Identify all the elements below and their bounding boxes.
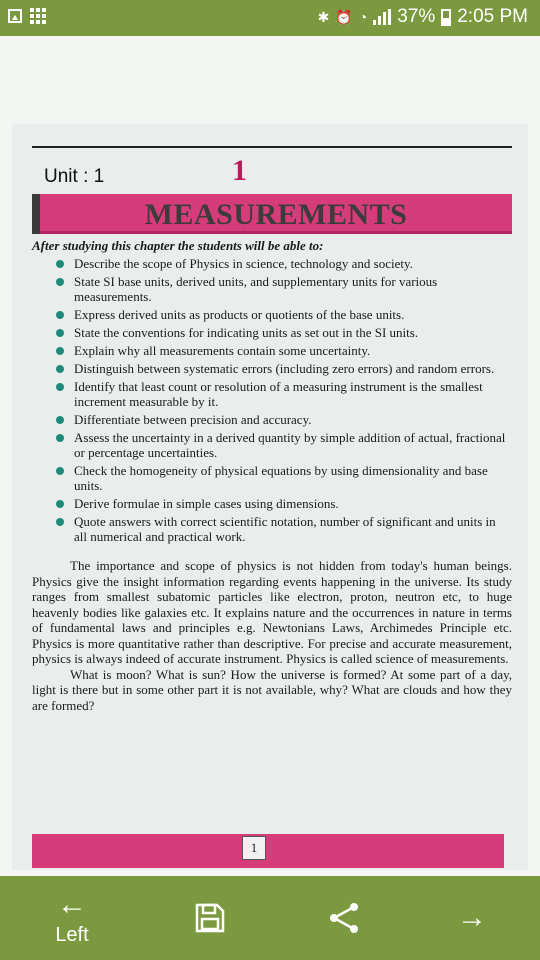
image-icon bbox=[8, 9, 22, 23]
bullet-icon bbox=[56, 260, 64, 268]
bullet-icon bbox=[56, 278, 64, 286]
save-icon bbox=[193, 901, 227, 935]
share-button[interactable] bbox=[316, 876, 372, 960]
left-arrow-icon: ← bbox=[57, 887, 87, 921]
chapter-title: MEASUREMENTS bbox=[144, 198, 408, 231]
list-item: Explain why all measurements contain some uncertainty. bbox=[54, 343, 512, 358]
save-button[interactable] bbox=[180, 876, 240, 960]
objectives-list bbox=[32, 256, 512, 544]
document-viewer[interactable] bbox=[0, 36, 540, 876]
paragraph: The importance and scope of physics is not hidden from today's human beings. Physics give the insight information regarding events happening in the universe. Its study ranges from smallest subatomic particles like electron, proton, neutron etc, to huge heavenly bodies like galaxies etc. It explains nature and the occurrences in nature in terms of fundamental laws and principles e.g. Newtonians Laws, Archimedes Principle etc. Physics is more quantitative rather than descriptive. For precise and accurate measurement, physics is always indeed of accurate instrument. Physics is called science of measurements. bbox=[32, 558, 512, 666]
signal-icon bbox=[373, 9, 391, 25]
bullet-icon bbox=[56, 434, 64, 442]
wifi-icon: ◔ bbox=[358, 9, 368, 25]
bullet-icon bbox=[56, 329, 64, 337]
paragraph: What is moon? What is sun? How the universe is formed? At some part of a day, light is there but in some other part it is not available, why? What are clouds and how they are formed? bbox=[32, 666, 512, 713]
share-icon bbox=[327, 901, 361, 935]
grid-icon bbox=[30, 8, 46, 24]
list-item: Check the homogeneity of physical equations by using dimensionality and base units. bbox=[54, 463, 512, 493]
chapter-number: 1 bbox=[232, 154, 247, 187]
list-item: Differentiate between precision and accuracy. bbox=[54, 412, 512, 427]
page-footer-bar bbox=[32, 834, 504, 868]
left-button[interactable] bbox=[30, 876, 114, 960]
battery-icon bbox=[441, 9, 451, 26]
status-bar bbox=[0, 0, 540, 36]
right-button[interactable] bbox=[440, 876, 504, 960]
list-item: Identify that least count or resolution of a measuring instrument is the smallest increment measurable by it. bbox=[54, 379, 512, 409]
clock: 2:05 PM bbox=[457, 6, 528, 27]
right-arrow-icon: → bbox=[457, 901, 487, 934]
list-item: Derive formulae in simple cases using dimensions. bbox=[54, 496, 512, 511]
bullet-icon bbox=[56, 500, 64, 508]
list-item: State the conventions for indicating units as set out in the SI units. bbox=[54, 325, 512, 340]
left-label: Left bbox=[55, 923, 89, 946]
list-item: Express derived units as products or quotients of the base units. bbox=[54, 307, 512, 322]
bullet-icon bbox=[56, 383, 64, 391]
list-item: State SI base units, derived units, and supplementary units for various measurements. bbox=[54, 274, 512, 304]
unit-label: Unit : 1 bbox=[44, 166, 105, 187]
chapter-banner bbox=[32, 194, 512, 234]
bluetooth-icon: ✱ bbox=[317, 8, 330, 25]
list-item: Distinguish between systematic errors (including zero errors) and random errors. bbox=[54, 361, 512, 376]
bullet-icon bbox=[56, 416, 64, 424]
bullet-icon bbox=[56, 365, 64, 373]
bullet-icon bbox=[56, 518, 64, 526]
bullet-icon bbox=[56, 311, 64, 319]
bullet-icon bbox=[56, 347, 64, 355]
bullet-icon bbox=[56, 467, 64, 475]
document-page bbox=[12, 124, 528, 870]
list-item: Quote answers with correct scientific notation, number of significant and units in all numerical and practical work. bbox=[54, 514, 512, 544]
alarm-icon: ⏰ bbox=[335, 8, 353, 25]
objectives-intro: After studying this chapter the students will be able to: bbox=[32, 238, 324, 253]
top-rule bbox=[32, 146, 512, 148]
list-item: Describe the scope of Physics in science, technology and society. bbox=[54, 256, 512, 271]
bottom-toolbar bbox=[0, 876, 540, 960]
list-item: Assess the uncertainty in a derived quantity by simple addition of actual, fractional or percentage uncertainties. bbox=[54, 430, 512, 460]
battery-percent: 37% bbox=[397, 6, 436, 27]
body-text bbox=[32, 558, 512, 713]
page-number: 1 bbox=[242, 836, 266, 860]
